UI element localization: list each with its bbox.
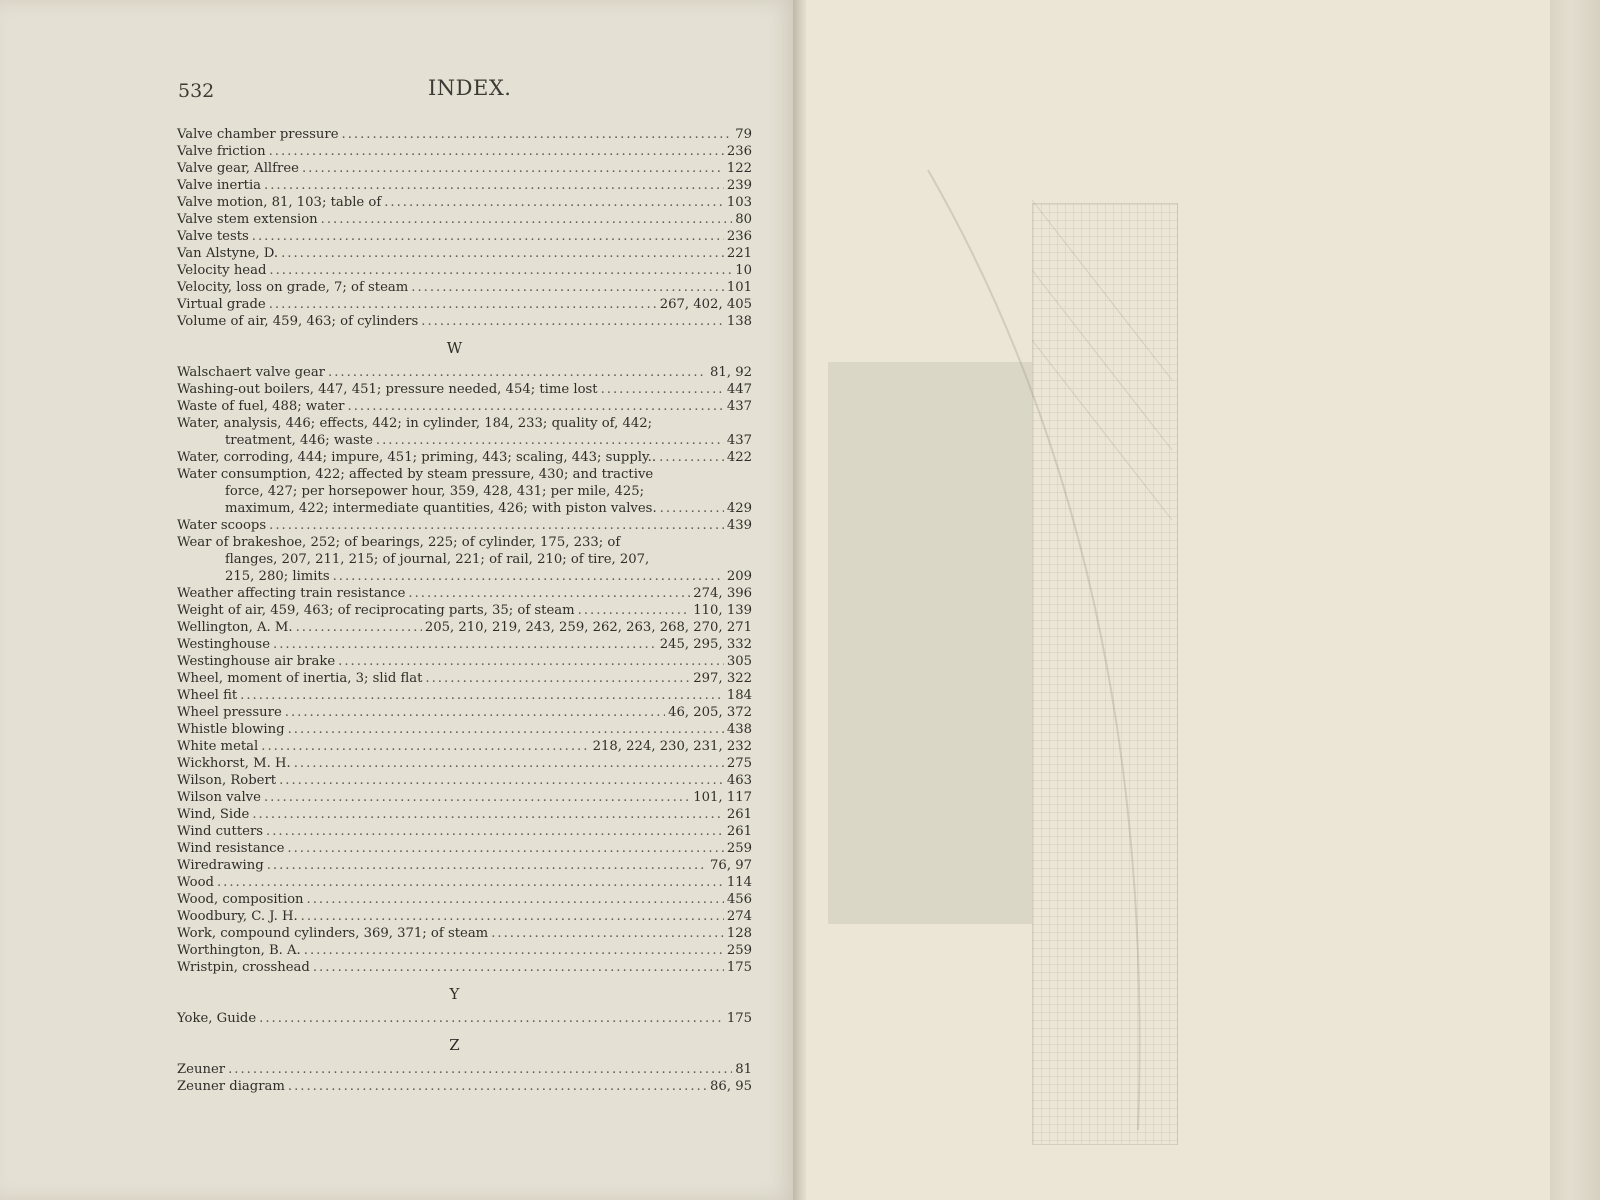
entry-pages: 236 xyxy=(726,144,752,159)
entry-pages: 81 xyxy=(735,1062,752,1077)
leader-dots xyxy=(287,840,723,857)
index-entry xyxy=(177,891,752,908)
entry-term: Water consumption, 422; affected by steam pressure, 430; and tractive xyxy=(177,467,654,482)
entry-pages: 81, 92 xyxy=(710,365,752,380)
index-entry xyxy=(177,1078,752,1095)
entry-term: Wilson, Robert xyxy=(177,773,277,788)
entry-pages: 236 xyxy=(726,229,752,244)
index-entry xyxy=(177,245,752,262)
entry-term: Wickhorst, M. H. xyxy=(177,756,291,771)
index-entry xyxy=(177,211,752,228)
index-entry xyxy=(177,466,752,483)
entry-pages: 110, 139 xyxy=(693,603,752,618)
entry-term: Valve inertia xyxy=(177,178,262,193)
index-entry xyxy=(177,194,752,211)
leader-dots xyxy=(376,432,724,449)
leader-dots xyxy=(240,687,724,704)
entry-continuation xyxy=(177,483,752,500)
index-entry xyxy=(177,908,752,925)
entry-pages: 463 xyxy=(726,773,752,788)
entry-pages: 184 xyxy=(726,688,752,703)
entry-continuation xyxy=(177,551,752,568)
leader-dots xyxy=(659,449,724,466)
index-entry xyxy=(177,738,752,755)
entry-term: Wiredrawing xyxy=(177,858,264,873)
section-letter: Y xyxy=(449,985,460,1003)
entry-pages: 245, 295, 332 xyxy=(659,637,752,652)
index-entry xyxy=(177,857,752,874)
entry-pages: 175 xyxy=(726,960,752,975)
entry-pages: 101, 117 xyxy=(693,790,752,805)
index-entry xyxy=(177,840,752,857)
leader-dots xyxy=(261,738,589,755)
page-header xyxy=(178,76,738,106)
leader-dots xyxy=(304,942,724,959)
entry-term: Wear of brakeshoe, 252; of bearings, 225; of cylinder, 175, 233; of xyxy=(177,535,621,550)
entry-pages: 437 xyxy=(726,399,752,414)
entry-term: White metal xyxy=(177,739,259,754)
entry-term: Water, corroding, 444; impure, 451; priming, 443; scaling, 443; supply.. xyxy=(177,450,657,465)
entry-term: Velocity head xyxy=(177,263,267,278)
index-entry xyxy=(177,687,752,704)
index-entry xyxy=(177,143,752,160)
entry-term: Wellington, A. M. xyxy=(177,620,293,635)
leader-dots xyxy=(252,806,723,823)
entry-pages: 114 xyxy=(726,875,752,890)
index-entry xyxy=(177,126,752,143)
entry-pages: 122 xyxy=(726,161,752,176)
leader-dots xyxy=(279,772,724,789)
leader-dots xyxy=(264,789,690,806)
leader-dots xyxy=(269,262,732,279)
entry-pages: 437 xyxy=(726,433,752,448)
entry-term: Weight of air, 459, 463; of reciprocating parts, 35; of steam xyxy=(177,603,575,618)
entry-continuation xyxy=(177,432,752,449)
entry-pages: 267, 402, 405 xyxy=(659,297,752,312)
index-entry xyxy=(177,959,752,976)
entry-continuation xyxy=(177,500,752,517)
bleedthrough-curves xyxy=(828,150,1228,1150)
index-entry xyxy=(177,789,752,806)
entry-pages: 79 xyxy=(735,127,752,142)
index-entry xyxy=(177,381,752,398)
entry-term: Virtual grade xyxy=(177,297,266,312)
entry-pages: 422 xyxy=(726,450,752,465)
index-entry xyxy=(177,1061,752,1078)
leader-dots xyxy=(408,585,690,602)
index-entry xyxy=(177,806,752,823)
entry-pages: 456 xyxy=(726,892,752,907)
entry-pages: 305 xyxy=(726,654,752,669)
entry-pages: 46, 205, 372 xyxy=(668,705,752,720)
leader-dots xyxy=(259,1010,724,1027)
entry-pages: 438 xyxy=(726,722,752,737)
index-entry xyxy=(177,755,752,772)
entry-continuation-text: force, 427; per horsepower hour, 359, 428, 431; per mile, 425; xyxy=(225,484,645,499)
entry-pages: 297, 322 xyxy=(693,671,752,686)
leader-dots xyxy=(228,1061,732,1078)
leader-dots xyxy=(342,126,733,143)
entry-term: Waste of fuel, 488; water xyxy=(177,399,345,414)
entry-pages: 429 xyxy=(726,501,752,516)
book-gutter xyxy=(793,0,807,1200)
entry-term: Worthington, B. A. xyxy=(177,943,301,958)
index-entry xyxy=(177,398,752,415)
index-entry xyxy=(177,619,752,636)
entry-term: Wood xyxy=(177,875,214,890)
entry-term: Zeuner diagram xyxy=(177,1079,285,1094)
entry-continuation xyxy=(177,568,752,585)
leader-dots xyxy=(269,143,724,160)
leader-dots xyxy=(281,245,724,262)
entry-pages: 218, 224, 230, 231, 232 xyxy=(592,739,752,754)
index-entry xyxy=(177,942,752,959)
entry-term: Work, compound cylinders, 369, 371; of steam xyxy=(177,926,489,941)
entry-term: Yoke, Guide xyxy=(177,1011,257,1026)
leader-dots xyxy=(421,313,724,330)
entry-term: Weather affecting train resistance xyxy=(177,586,406,601)
entry-term: Wristpin, crosshead xyxy=(177,960,310,975)
entry-pages: 10 xyxy=(735,263,752,278)
entry-term: Water scoops xyxy=(177,518,267,533)
entry-pages: 138 xyxy=(726,314,752,329)
leader-dots xyxy=(425,670,690,687)
leader-dots xyxy=(269,296,657,313)
leader-dots xyxy=(296,619,422,636)
entry-term: Valve stem extension xyxy=(177,212,318,227)
entry-pages: 103 xyxy=(726,195,752,210)
index-entry xyxy=(177,823,752,840)
page-edge xyxy=(1550,0,1600,1200)
entry-pages: 128 xyxy=(726,926,752,941)
index-entry xyxy=(177,160,752,177)
leader-dots xyxy=(288,1078,707,1095)
leader-dots xyxy=(384,194,724,211)
index-entry xyxy=(177,262,752,279)
entry-pages: 261 xyxy=(726,807,752,822)
entry-pages: 209 xyxy=(726,569,752,584)
index-entry xyxy=(177,279,752,296)
leader-dots xyxy=(285,704,665,721)
leader-dots xyxy=(338,653,724,670)
index-entry xyxy=(177,670,752,687)
entry-term: Valve motion, 81, 103; table of xyxy=(177,195,382,210)
entry-pages: 447 xyxy=(726,382,752,397)
leader-dots xyxy=(266,823,724,840)
index-entry xyxy=(177,721,752,738)
leader-dots xyxy=(264,177,724,194)
index-entry xyxy=(177,313,752,330)
entry-term: Westinghouse xyxy=(177,637,271,652)
leader-dots xyxy=(313,959,724,976)
section-letter: W xyxy=(446,339,463,357)
entry-pages: 101 xyxy=(726,280,752,295)
leader-dots xyxy=(601,381,724,398)
entry-continuation-text: maximum, 422; intermediate quantities, 426; with piston valves. xyxy=(225,501,657,516)
entry-term: Valve tests xyxy=(177,229,249,244)
entry-term: Whistle blowing xyxy=(177,722,285,737)
entry-pages: 439 xyxy=(726,518,752,533)
entry-continuation-text: flanges, 207, 211, 215; of journal, 221; of rail, 210; of tire, 207, xyxy=(225,552,650,567)
entry-term: Woodbury, C. J. H. xyxy=(177,909,298,924)
entry-continuation-text: treatment, 446; waste xyxy=(225,433,373,448)
entry-term: Wilson valve xyxy=(177,790,261,805)
page-title: INDEX. xyxy=(428,76,512,100)
index-entry xyxy=(177,1010,752,1027)
entry-pages: 274 xyxy=(726,909,752,924)
index-entry xyxy=(177,704,752,721)
index-entry xyxy=(177,874,752,891)
index-entry xyxy=(177,228,752,245)
leader-dots xyxy=(217,874,724,891)
index-entry xyxy=(177,364,752,381)
index-entry xyxy=(177,602,752,619)
entry-term: Wheel, moment of inertia, 3; slid flat xyxy=(177,671,423,686)
entry-term: Wind, Side xyxy=(177,807,250,822)
entry-term: Wind cutters xyxy=(177,824,264,839)
leader-dots xyxy=(267,857,707,874)
leader-dots xyxy=(301,908,724,925)
index-list xyxy=(177,126,752,1095)
entry-term: Wheel pressure xyxy=(177,705,282,720)
leader-dots xyxy=(288,721,724,738)
section-letter: Z xyxy=(449,1036,460,1054)
leader-dots xyxy=(252,228,724,245)
entry-pages: 275 xyxy=(726,756,752,771)
entry-term: Walschaert valve gear xyxy=(177,365,325,380)
index-entry xyxy=(177,653,752,670)
entry-term: Wheel fit xyxy=(177,688,238,703)
entry-pages: 239 xyxy=(726,178,752,193)
index-entry xyxy=(177,415,752,432)
leader-dots xyxy=(273,636,657,653)
entry-term: Wind resistance xyxy=(177,841,285,856)
leader-dots xyxy=(328,364,707,381)
entry-term: Westinghouse air brake xyxy=(177,654,336,669)
leader-dots xyxy=(491,925,724,942)
leader-dots xyxy=(269,517,724,534)
entry-pages: 259 xyxy=(726,841,752,856)
entry-pages: 175 xyxy=(726,1011,752,1026)
entry-pages: 274, 396 xyxy=(693,586,752,601)
entry-pages: 86, 95 xyxy=(710,1079,752,1094)
leader-dots xyxy=(333,568,724,585)
index-entry xyxy=(177,925,752,942)
entry-pages: 80 xyxy=(735,212,752,227)
entry-term: Zeuner xyxy=(177,1062,226,1077)
index-entry xyxy=(177,296,752,313)
index-entry xyxy=(177,772,752,789)
index-entry xyxy=(177,585,752,602)
leader-dots xyxy=(348,398,724,415)
index-entry xyxy=(177,636,752,653)
entry-term: Valve gear, Allfree xyxy=(177,161,299,176)
leader-dots xyxy=(307,891,724,908)
leader-dots xyxy=(302,160,724,177)
leader-dots xyxy=(578,602,691,619)
entry-pages: 259 xyxy=(726,943,752,958)
index-entry xyxy=(177,177,752,194)
entry-term: Wood, composition xyxy=(177,892,304,907)
leader-dots xyxy=(321,211,733,228)
entry-pages: 261 xyxy=(726,824,752,839)
index-entry xyxy=(177,449,752,466)
index-entry xyxy=(177,534,752,551)
entry-term: Van Alstyne, D. xyxy=(177,246,279,261)
entry-term: Velocity, loss on grade, 7; of steam xyxy=(177,280,409,295)
leader-dots xyxy=(660,500,724,517)
entry-pages: 221 xyxy=(726,246,752,261)
entry-term: Water, analysis, 446; effects, 442; in cylinder, 184, 233; quality of, 442; xyxy=(177,416,653,431)
page-number: 532 xyxy=(178,80,215,102)
entry-pages: 205, 210, 219, 243, 259, 262, 263, 268, 270, 271 xyxy=(424,620,752,635)
leader-dots xyxy=(411,279,724,296)
index-entry xyxy=(177,517,752,534)
entry-term: Valve friction xyxy=(177,144,266,159)
entry-term: Washing-out boilers, 447, 451; pressure needed, 454; time lost xyxy=(177,382,598,397)
entry-term: Volume of air, 459, 463; of cylinders xyxy=(177,314,419,329)
leader-dots xyxy=(294,755,724,772)
entry-pages: 76, 97 xyxy=(710,858,752,873)
entry-continuation-text: 215, 280; limits xyxy=(225,569,330,584)
entry-term: Valve chamber pressure xyxy=(177,127,339,142)
